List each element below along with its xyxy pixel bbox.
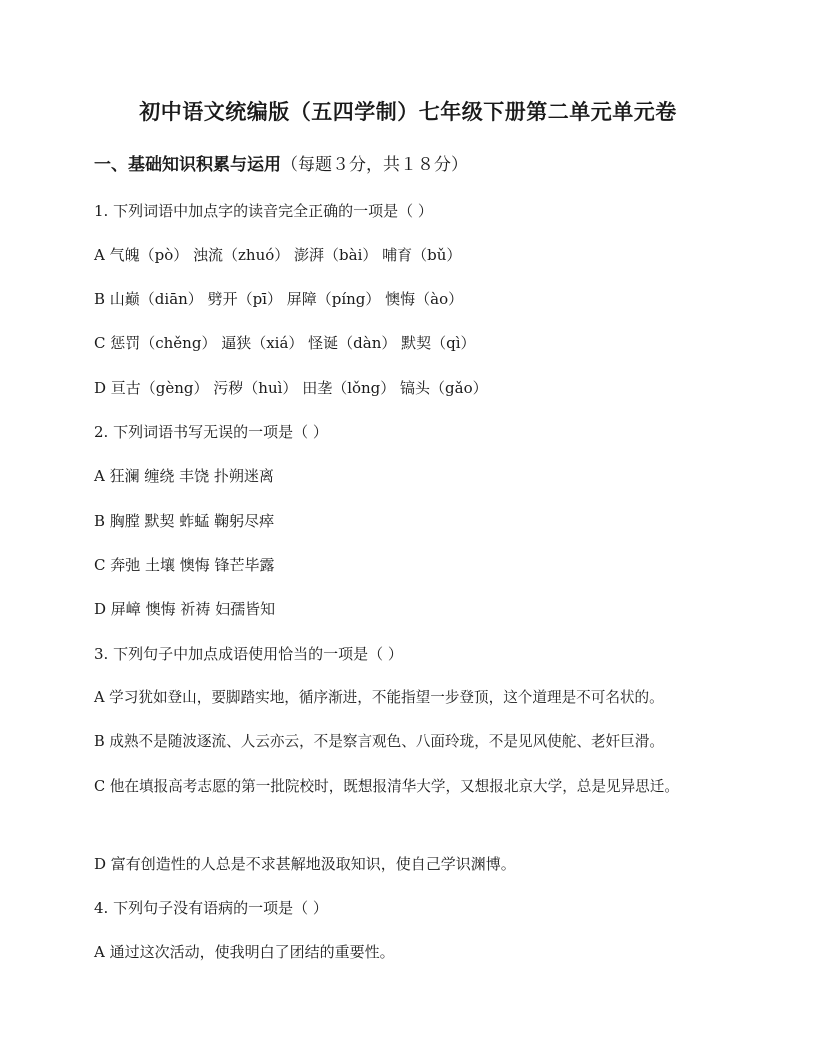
question-4-option-a: A 通过这次活动，使我明白了团结的重要性。 <box>94 943 395 961</box>
question-3-stem: 3. 下列句子中加点成语使用恰当的一项是（ ） <box>94 645 403 663</box>
question-2-option-d: D 屏嶂 懊悔 祈祷 妇孺皆知 <box>94 600 276 618</box>
question-2-option-c: C 奔弛 土壤 懊悔 锋芒毕露 <box>94 556 275 574</box>
question-4-stem: 4. 下列句子没有语病的一项是（ ） <box>94 899 328 917</box>
question-1-option-c: C 惩罚（chěng） 逼狭（xiá） 怪诞（dàn） 默契（qì） <box>94 334 476 352</box>
question-1-stem: 1. 下列词语中加点字的读音完全正确的一项是（ ） <box>94 202 433 220</box>
question-3-option-a: A 学习犹如登山，要脚踏实地，循序渐进，不能指望一步登顶，这个道理是不可名状的。 <box>94 689 664 706</box>
question-2-stem: 2. 下列词语书写无误的一项是（ ） <box>94 423 328 441</box>
question-1-option-d: D 亘古（gèng） 污秽（huì） 田垄（lǒng） 镐头（gǎo） <box>94 379 488 397</box>
question-2-option-b: B 胸膛 默契 蚱蜢 鞠躬尽瘁 <box>94 512 275 530</box>
question-3-option-d: D 富有创造性的人总是不求甚解地汲取知识，使自己学识渊博。 <box>94 855 516 873</box>
question-1-option-a: A 气魄（pò） 浊流（zhuó） 澎湃（bài） 哺育（bǔ） <box>94 246 462 264</box>
question-2-option-a: A 狂澜 缠绕 丰饶 扑朔迷离 <box>94 467 274 485</box>
question-3-option-c: C 他在填报高考志愿的第一批院校时，既想报清华大学，又想报北京大学，总是见异思迁。 <box>94 778 679 795</box>
question-1-option-b: B 山巅（diān） 劈开（pī） 屏障（píng） 懊悔（ào） <box>94 290 464 308</box>
section-heading-text: 一、基础知识积累与运用 <box>94 155 281 175</box>
section-heading <box>94 150 468 175</box>
section-score-note: （每题３分，共１８分） <box>281 155 468 175</box>
question-3-option-b: B 成熟不是随波逐流、人云亦云，不是察言观色、八面玲珑，不是见风使舵、老奸巨滑。 <box>94 733 664 750</box>
document-title: 初中语文统编版（五四学制）七年级下册第二单元单元卷 <box>139 99 677 124</box>
